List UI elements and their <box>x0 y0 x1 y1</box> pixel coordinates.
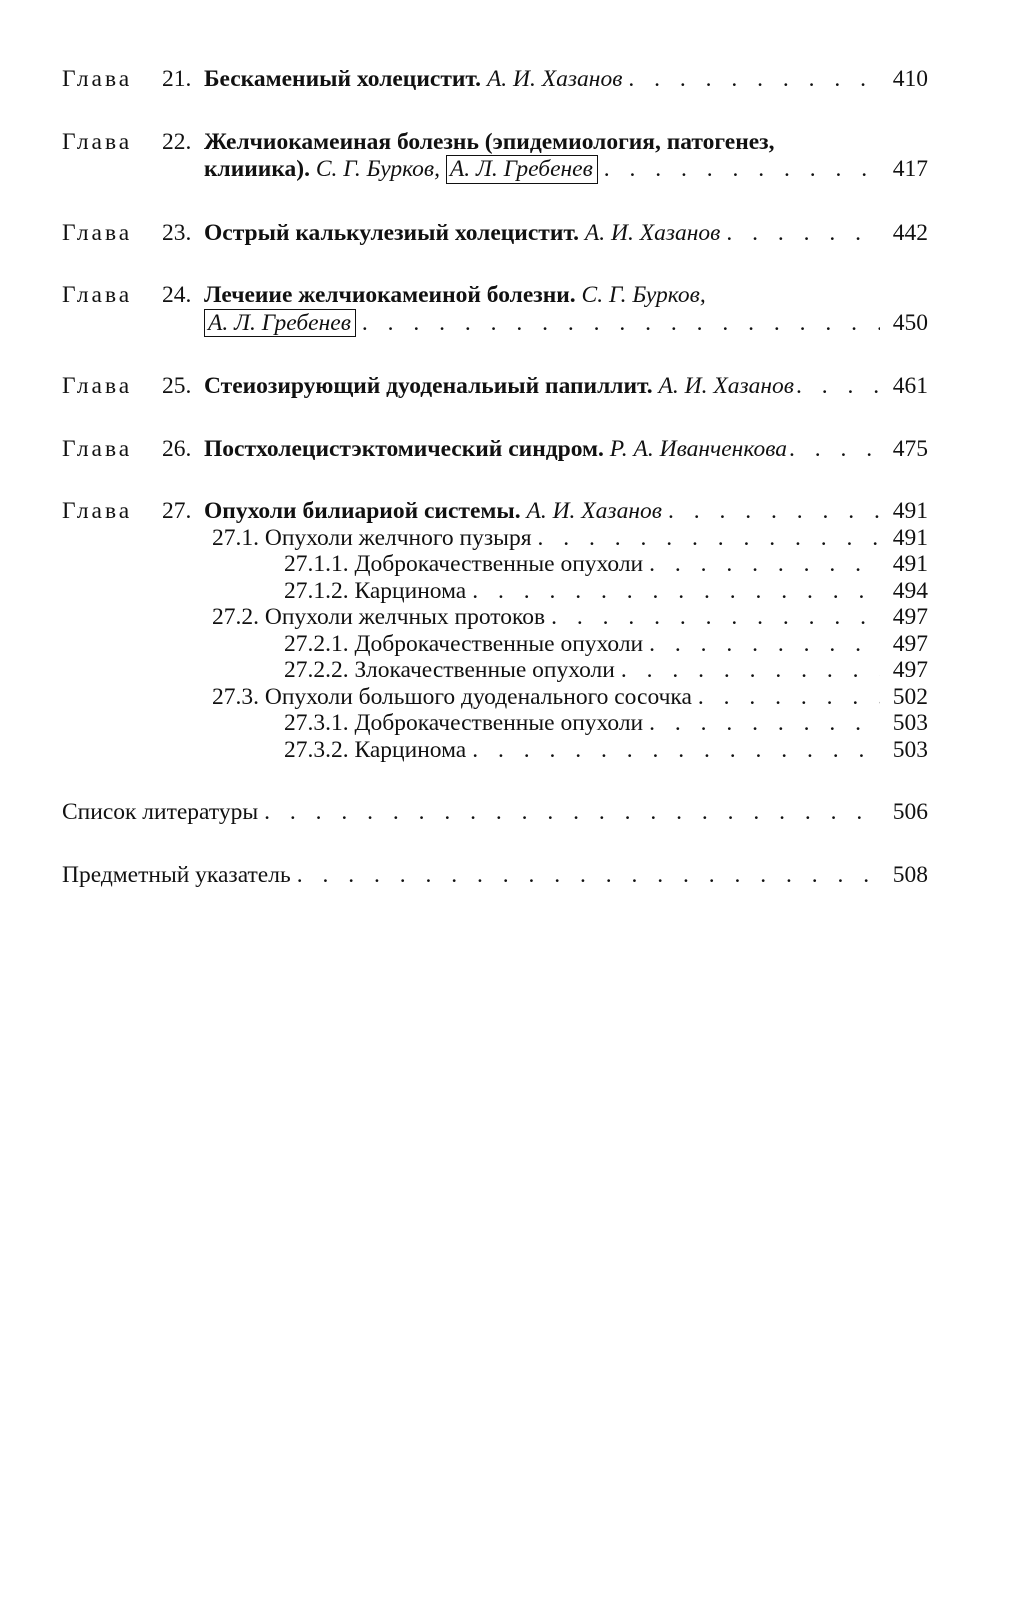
section-number: 27.1.2. <box>284 577 349 604</box>
page-number: 417 <box>892 156 928 182</box>
chapter-number: 25. <box>162 373 192 399</box>
chapter-author: А. И. Хазанов <box>584 219 721 246</box>
section-title: Карцинома <box>354 577 467 604</box>
backmatter-title: Предметный указатель <box>62 861 291 888</box>
section-number: 27.2. <box>212 604 259 630</box>
dot-leader <box>258 799 880 826</box>
chapter-label: Глава <box>62 498 133 524</box>
dot-leader <box>466 578 880 605</box>
toc-section-27-2[interactable] <box>62 604 928 631</box>
page-number: 461 <box>892 373 928 399</box>
section-number: 27.1. <box>212 524 259 551</box>
dot-leader <box>643 551 880 578</box>
boxed-author: А. Л. Гребенев <box>204 309 356 338</box>
page-number: 491 <box>892 498 928 524</box>
dot-leader <box>622 66 880 93</box>
section-number: 27.3.2. <box>284 736 349 763</box>
chapter-author: С. Г. Бурков, <box>315 156 441 182</box>
chapter-title: Опухоли билиариой системы. <box>204 498 521 524</box>
dot-leader <box>356 310 880 337</box>
page-number: 497 <box>892 630 928 657</box>
toc-section-27-3[interactable] <box>62 684 928 711</box>
page-number: 491 <box>892 551 928 577</box>
dot-leader <box>466 737 880 764</box>
chapter-number: 26. <box>162 435 192 462</box>
toc-entry-ch24[interactable] <box>62 282 928 337</box>
toc-entry-ch23[interactable] <box>62 220 928 247</box>
section-title: Опухоли желчных протоков <box>264 604 546 630</box>
toc-entry-ch21[interactable] <box>62 66 928 93</box>
chapter-number: 21. <box>162 66 192 92</box>
dot-leader <box>662 498 880 525</box>
toc-entry-references[interactable] <box>62 799 928 826</box>
dot-leader <box>720 220 880 247</box>
section-number: 27.2.1. <box>284 630 349 657</box>
chapter-number: 23. <box>162 219 192 246</box>
section-title: Злокачественные опухоли <box>354 657 615 683</box>
dot-leader <box>291 862 880 889</box>
chapter-title-line2: клииика). <box>204 156 310 182</box>
page-number: 497 <box>892 604 928 630</box>
toc-entry-ch27[interactable] <box>62 498 928 525</box>
page-number: 502 <box>892 683 928 710</box>
toc-section-27-1[interactable] <box>62 525 928 552</box>
section-number: 27.1.1. <box>284 551 349 577</box>
dot-leader <box>532 525 880 552</box>
section-title: Доброкачественные опухоли <box>354 710 644 736</box>
dot-leader <box>643 710 880 737</box>
toc-entry-index[interactable] <box>62 862 928 889</box>
toc-entry-ch26[interactable] <box>62 436 928 463</box>
toc-section-27-2-2[interactable] <box>62 657 928 684</box>
chapter-label: Глава <box>62 373 133 399</box>
page-number: 494 <box>892 577 928 604</box>
section-title: Доброкачественные опухоли <box>354 551 644 577</box>
dot-leader <box>615 657 880 684</box>
backmatter-title: Список литературы <box>62 799 259 825</box>
section-number: 27.3. <box>212 683 259 710</box>
dot-leader <box>794 373 880 400</box>
chapter-title: Острый калькулезиый холецистит. <box>204 219 580 246</box>
page-number: 450 <box>892 309 928 336</box>
toc-entry-ch25[interactable] <box>62 373 928 400</box>
chapter-number: 22. <box>162 128 192 155</box>
chapter-title: Постхолецистэктомический синдром. <box>204 435 604 462</box>
section-title: Доброкачественные опухоли <box>354 630 644 657</box>
dot-leader <box>787 436 880 463</box>
chapter-label: Глава <box>62 66 133 92</box>
chapter-title: Стеиозирующий дуоденальиый папиллит. <box>204 373 653 399</box>
chapter-author: С. Г. Бурков, <box>581 282 706 308</box>
dot-leader <box>545 604 880 631</box>
boxed-author: А. Л. Гребенев <box>446 155 598 184</box>
section-title: Опухоли желчного пузыря <box>264 524 532 551</box>
table-of-contents <box>62 66 928 888</box>
chapter-number: 27. <box>162 498 192 524</box>
section-title: Опухоли большого дуоденального сосочка <box>264 683 692 710</box>
section-title: Карцинома <box>354 736 467 763</box>
toc-section-27-2-1[interactable] <box>62 631 928 658</box>
section-number: 27.2.2. <box>284 657 349 683</box>
toc-entry-ch22[interactable] <box>62 129 928 184</box>
page-number: 475 <box>892 435 928 462</box>
chapter-label: Глава <box>62 282 133 308</box>
toc-section-27-3-1[interactable] <box>62 710 928 737</box>
toc-section-27-3-2[interactable] <box>62 737 928 764</box>
dot-leader <box>598 156 880 183</box>
page-number: 503 <box>892 736 928 763</box>
section-number: 27.3.1. <box>284 710 349 736</box>
chapter-author: А. И. Хазанов <box>526 498 662 524</box>
chapter-title: Бескамениый холецистит. <box>204 66 482 92</box>
chapter-title-line1: Желчиокамеиная болезнь (эпидемиология, патогенез, <box>204 128 775 155</box>
chapter-label: Глава <box>62 219 133 246</box>
chapter-author: А. И. Хазанов <box>658 373 794 399</box>
chapter-label: Глава <box>62 435 133 462</box>
chapter-label: Глава <box>62 128 133 155</box>
page-number: 491 <box>892 524 928 551</box>
chapter-author: Р. А. Иванченкова <box>609 435 787 462</box>
page-number: 503 <box>892 710 928 736</box>
page-number: 508 <box>892 861 928 888</box>
chapter-title: Лечеиие желчиокамеиной болезни. <box>204 282 576 308</box>
dot-leader <box>643 631 880 658</box>
chapter-number: 24. <box>162 282 192 308</box>
chapter-author: А. И. Хазанов <box>486 66 623 92</box>
toc-section-27-1-2[interactable] <box>62 578 928 605</box>
page-number: 506 <box>892 799 928 825</box>
page-number: 410 <box>892 66 928 92</box>
page-number: 442 <box>892 219 928 246</box>
dot-leader <box>692 684 880 711</box>
page-number: 497 <box>892 657 928 683</box>
toc-section-27-1-1[interactable] <box>62 551 928 578</box>
